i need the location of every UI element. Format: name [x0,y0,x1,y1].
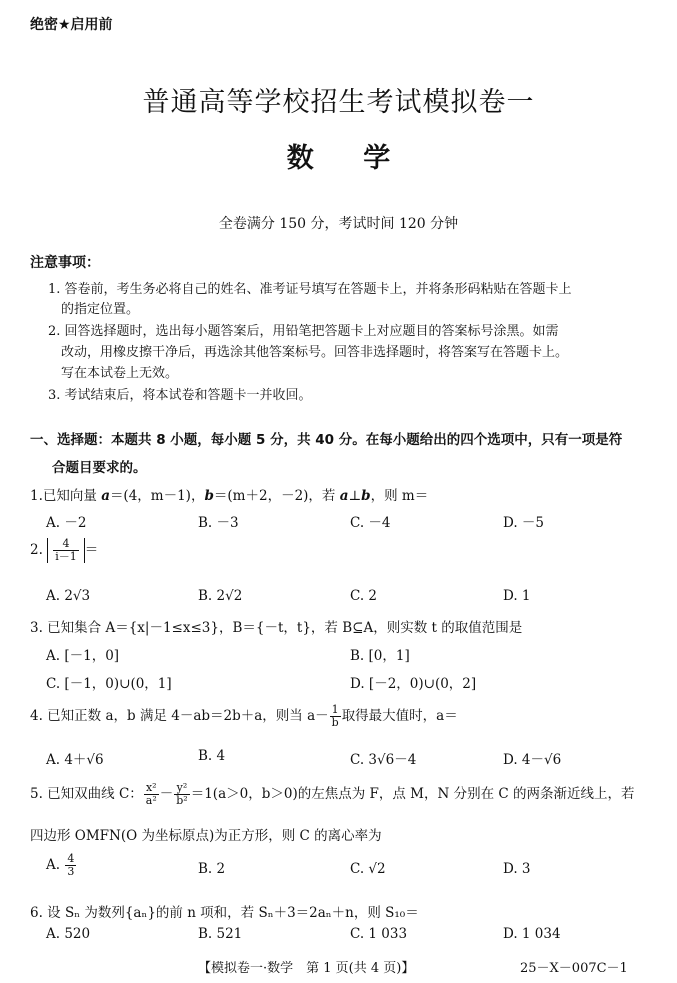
exam-title: 普通高等学校招生考试模拟卷一 [142,87,535,118]
option-d: D. 4－√6 [503,752,562,768]
option-b: B. [0，1] [350,648,410,664]
option-a: A. [－1，0] [46,648,120,664]
option-c: C. 2 [350,588,378,604]
option-c: C. －4 [350,515,391,531]
note-line: 3. 考试结束后，将本试卷和答题卡一并收回。 [48,388,312,403]
note-line: 1. 答卷前，考生务必将自己的姓名、准考证号填写在答题卡上，并将条形码粘贴在答题卡上 [48,282,572,297]
question-4: 4. 已知正数 a，b 满足 4－ab＝2b＋a，则当 a－ $\frac{1}{b}$ 取得最大值时，a＝ [30,703,458,729]
option-b: B. 4 [198,748,226,764]
note-line: 写在本试卷上无效。 [61,366,179,381]
option-a: A. 520 [46,926,91,942]
option-c: C. √2 [350,861,386,877]
note-line: 的指定位置。 [61,302,140,317]
question-2: 2. $\frac{4}{i-1}$ ＝ [30,537,99,563]
note-line: 2. 回答选择题时，选出每小题答案后，用铅笔把答题卡上对应题目的答案标号涂黑。如需 [48,324,559,339]
option-b: B. 521 [198,926,243,942]
secret-mark: 绝密★启用前 [30,17,113,33]
option-d: D. －5 [503,515,545,531]
exam-code: 25－X－007C－1 [520,961,628,976]
option-d: D. [－2，0)∪(0，2] [350,676,477,692]
question-5: 5. 已知双曲线 C： $\frac{\text{x²}}{\text{a²}}$ － $\frac{\text{y²}}{\text{b²}}$ ＝1(a＞0，b＞0)的左焦点为 F，点 M，N 分别在 C 的两条渐近线上，若 [30,781,635,807]
option-d: D. 1 [503,588,531,604]
option-c: C. 1 033 [350,926,408,942]
option-a: A. $\frac{4}{3}$ [46,852,75,878]
question-1: 1.已知向量 a＝(4，m－1)，b＝(m＋2，－2)，若 a⊥b，则 m＝ [30,488,429,504]
option-b: B. 2 [198,861,226,877]
score-info: 全卷满分 150 分，考试时间 120 分钟 [218,216,459,232]
option-b: B. －3 [198,515,239,531]
option-d: D. 3 [503,861,531,877]
question-3: 3. 已知集合 A＝{x|－1≤x≤3}，B＝{－t，t}，若 B⊆A，则实数 t 的取值范围是 [30,620,523,636]
option-c: C. [－1，0)∪(0，1] [46,676,172,692]
question-5-cont: 四边形 OMFN(O 为坐标原点)为正方形，则 C 的离心率为 [30,828,382,844]
question-6: 6. 设 Sₙ 为数列{aₙ}的前 n 项和，若 Sₙ＋3＝2aₙ＋n，则 S₁₀＝ [30,905,419,921]
option-d: D. 1 034 [503,926,561,942]
absolute-value: $\frac{4}{i-1}$ [47,538,85,563]
option-b: B. 2√2 [198,588,243,604]
option-a: A. －2 [46,515,87,531]
notes-heading: 注意事项： [30,255,100,271]
note-line: 改动，用橡皮擦干净后，再选涂其他答案标号。回答非选择题时，将答案写在答题卡上。 [61,345,569,360]
section-heading-cont: 合题目要求的。 [52,460,147,476]
option-a: A. 4＋√6 [46,752,104,768]
section-heading: 一、选择题：本题共 8 小题，每小题 5 分，共 40 分。在每小题给出的四个选项中，只有一项是符 [30,432,623,448]
subject-title: 数 学 [286,143,391,174]
page-footer: 【模拟卷一·数学 第 1 页(共 4 页)】 [198,961,415,976]
option-a: A. 2√3 [46,588,91,604]
option-c: C. 3√6－4 [350,752,417,768]
